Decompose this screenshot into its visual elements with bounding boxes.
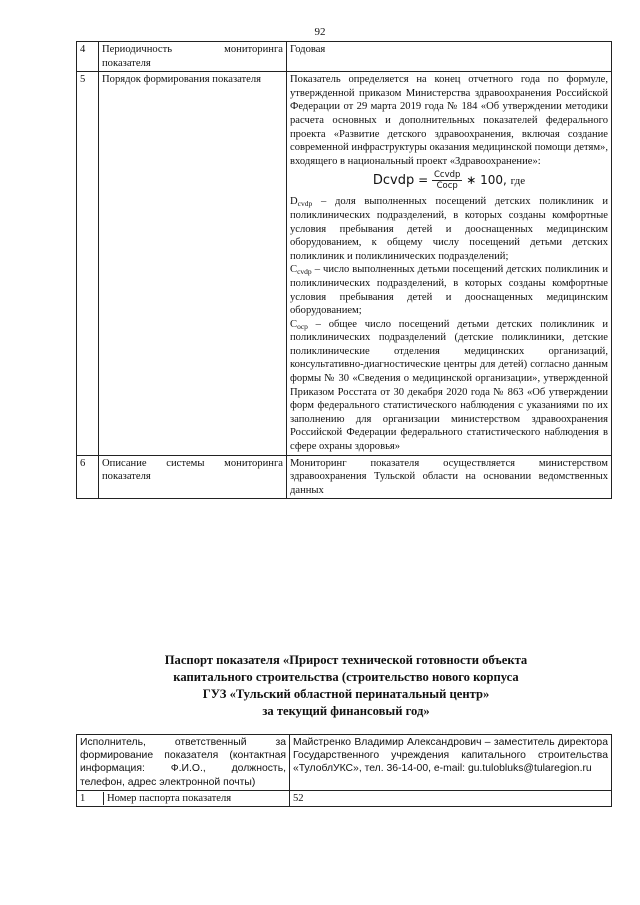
row-number: 5 bbox=[77, 72, 99, 455]
indicator-details-table bbox=[76, 41, 612, 499]
row-label: Периодичность мониторинга показателя bbox=[99, 42, 287, 72]
formula-suffix: где bbox=[510, 175, 526, 188]
formula bbox=[290, 170, 608, 191]
table-row bbox=[77, 42, 612, 72]
row-number: 4 bbox=[77, 42, 99, 72]
row-value: Годовая bbox=[287, 42, 612, 72]
passport-number-value: 52 bbox=[290, 790, 612, 806]
formula-eq: = bbox=[418, 173, 429, 188]
table-row bbox=[77, 455, 612, 499]
executor-value: Майстренко Владимир Александрович – заместитель директора Государственного учреждения капитального строительства «ТулоблУКС», тел. 36-14-00, e-mail: gu.tulobluks@tularegion.ru bbox=[290, 735, 612, 791]
table-row bbox=[77, 790, 612, 806]
row-number: 6 bbox=[77, 455, 99, 499]
row-value: Мониторинг показателя осуществляется министерством здравоохранения Тульской области на основании ведомственных данных bbox=[287, 455, 612, 499]
passport-table bbox=[76, 734, 612, 807]
definition: $C_{cvdp}$ – число выполненных детьми посещений детских поликлиник и поликлинических подразделений, в которых созданы комфортные условия пребывания детей и дооснащенных медицинским оборудованием; bbox=[290, 264, 608, 317]
formula-numerator: Ccvdp bbox=[433, 170, 461, 181]
passport-number-label-cell bbox=[77, 790, 290, 806]
row-label: Номер паспорта показателя bbox=[107, 792, 232, 804]
passport-title: Паспорт показателя «Прирост технической готовности объекта капитального строительства (строительство нового корпуса ГУЗ «Тульский областной перинатальный центр» за текущий финансовый год» bbox=[164, 653, 528, 718]
formula-denominator: Cocp bbox=[436, 181, 458, 192]
executor-label: Исполнитель, ответственный за формирование показателя (контактная информация: Ф.И.О., должность, телефон, адрес электронной почты) bbox=[77, 735, 290, 791]
formula-rhs: ∗ 100, bbox=[466, 173, 507, 188]
formation-intro: Показатель определяется на конец отчетного года по формуле, утвержденной приказом Министерства здравоохранения Российской Федерации от 29 марта 2019 года № 184 «Об утверждении методики расчета основных и дополнительных показателей федерального проекта «Развитие детского здравоохранения, включая создание современной инфраструктуры оказания медицинской помощи детям», входящего в национальный проект «Здравоохранение»: bbox=[290, 74, 608, 167]
definition: $D_{cvdp}$ – доля выполненных посещений детских поликлиник и поликлинических подразделений, в которых созданы комфортные условия пребывания детей и дооснащенных медицинским оборудованием, к общему числу посещений детьми детских поликлиник и поликлинических подразделений; bbox=[290, 196, 608, 262]
formula-fraction bbox=[432, 170, 462, 191]
row-label: Описание системы мониторинга показателя bbox=[99, 455, 287, 499]
table-row bbox=[77, 72, 612, 455]
page-number: 92 bbox=[314, 26, 326, 38]
table-row bbox=[77, 735, 612, 791]
definition: $C_{ocp}$ – общее число посещений детьми детских поликлиник и поликлинических подразделений (детские поликлиники, детские поликлинические отделения медицинских организаций, консультативно-диагностические центры для детей) согласно данным формы № 30 «Сведения о медицинской организации», утвержденной Приказом Росстата от 30 декабря 2020 года № 863 «Об утверждении форм федерального статистического наблюдения с указаниями по их заполнению для организации министерством здравоохранения Российской Федерации федерального статистического наблюдения в сфере охраны здоровья» bbox=[290, 318, 608, 453]
row-number: 1 bbox=[80, 792, 104, 805]
row-label: Порядок формирования показателя bbox=[99, 72, 287, 455]
formula-lhs: Dcvdp bbox=[372, 173, 415, 189]
row-value-formation bbox=[287, 72, 612, 455]
